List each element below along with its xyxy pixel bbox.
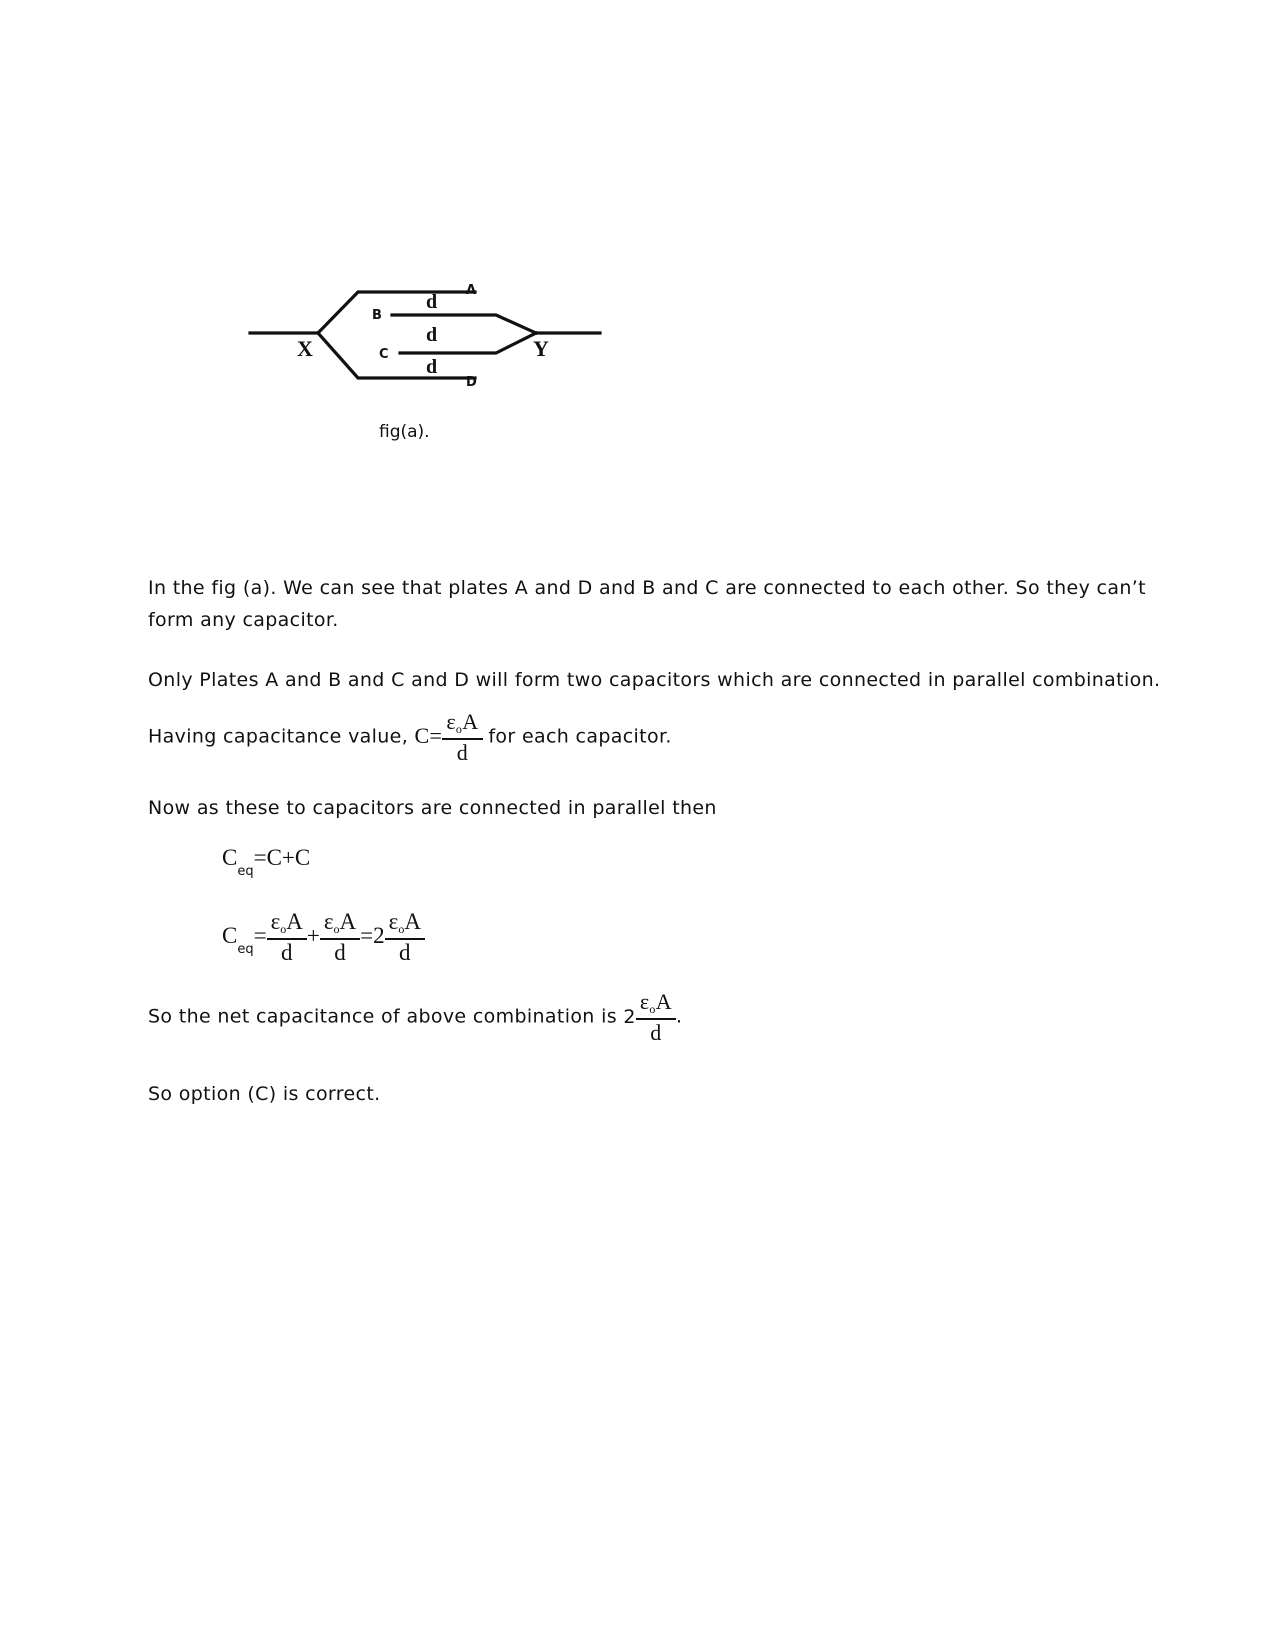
fraction-term-3: [385, 910, 425, 965]
fraction-eps-a-over-d: [636, 990, 676, 1045]
label-a: A: [466, 283, 477, 298]
fraction-eps-a-over-d: [442, 710, 482, 765]
plate-d: [318, 333, 475, 378]
capacitor-figure: [240, 278, 640, 438]
symbol-sub-o: o: [280, 922, 287, 936]
paragraph-3: [148, 710, 672, 765]
gap-label-2: d: [426, 324, 438, 346]
symbol-a: A: [462, 709, 479, 734]
symbol-a: A: [655, 989, 673, 1014]
paragraph-6: So option (C) is correct.: [148, 1083, 381, 1105]
symbol-c: C: [222, 922, 238, 948]
net-capacitance-formula: [623, 989, 676, 1045]
symbol-sub-o: o: [398, 922, 405, 936]
paragraph-3-text-after: for each capacitor.: [488, 725, 672, 748]
paragraph-1-line-1: In the fig (a). We can see that plates A and D and B and C are connected to each other. So they can’t: [148, 577, 1146, 599]
symbol-d: d: [650, 1020, 662, 1045]
paragraph-5-text-after: .: [676, 1005, 683, 1028]
terminal-y-label: Y: [533, 336, 549, 361]
paragraph-5: [148, 990, 682, 1045]
symbol-d: d: [399, 940, 411, 965]
terminal-x-label: X: [297, 336, 313, 361]
label-c: C: [379, 347, 389, 362]
paragraph-1-line-2: form any capacitor.: [148, 609, 339, 631]
symbol-a: A: [286, 909, 303, 934]
equation-ceq-sum: [222, 845, 311, 879]
gap-label-1: d: [426, 291, 438, 313]
symbol-epsilon: ε: [446, 709, 456, 734]
symbol-a: A: [404, 909, 421, 934]
symbol-sub-eq: eq: [237, 864, 254, 879]
symbol-equals: =: [360, 922, 374, 948]
symbol-epsilon: ε: [388, 909, 399, 934]
plate-c: [400, 333, 536, 353]
symbol-equals: =: [253, 922, 267, 948]
symbol-sub-o: o: [333, 922, 340, 936]
symbol-epsilon: ε: [323, 909, 334, 934]
plate-b: [392, 315, 536, 333]
paragraph-4: Now as these to capacitors are connected in parallel then: [148, 797, 717, 819]
label-d: D: [466, 375, 477, 390]
symbol-equals: =: [429, 722, 443, 748]
symbol-d: d: [334, 940, 346, 965]
symbol-c: C: [222, 845, 238, 870]
fraction-term-2: [320, 910, 360, 965]
plate-a: [318, 292, 475, 333]
symbol-sub-o: o: [649, 1002, 656, 1016]
symbol-epsilon: ε: [639, 989, 650, 1014]
symbol-a: A: [339, 909, 357, 934]
symbol-sub-eq: eq: [237, 941, 254, 957]
symbol-epsilon: ε: [270, 909, 281, 934]
fraction-term-1: [267, 910, 307, 965]
capacitance-formula: [414, 709, 489, 765]
paragraph-1: [148, 572, 1146, 636]
paragraph-5-text-before: So the net capacitance of above combination is: [148, 1005, 617, 1028]
symbol-two: 2: [623, 1005, 636, 1028]
capacitor-circuit-diagram: [240, 278, 640, 438]
symbol-sub-o: o: [455, 722, 463, 736]
symbol-d: d: [456, 740, 469, 765]
gap-label-3: d: [426, 356, 438, 378]
symbol-d: d: [280, 940, 293, 965]
figure-caption: fig(a).: [379, 422, 430, 442]
symbol-two: 2: [373, 922, 385, 948]
symbol-c: C: [414, 722, 430, 748]
symbol-plus: +: [306, 922, 320, 948]
paragraph-2: Only Plates A and B and C and D will form two capacitors which are connected in parallel combination.: [148, 669, 1161, 691]
paragraph-3-text-before: Having capacitance value,: [148, 725, 409, 748]
equation-rhs: =C+C: [253, 845, 311, 870]
equation-ceq-expanded: [222, 910, 425, 965]
label-b: B: [372, 308, 382, 323]
